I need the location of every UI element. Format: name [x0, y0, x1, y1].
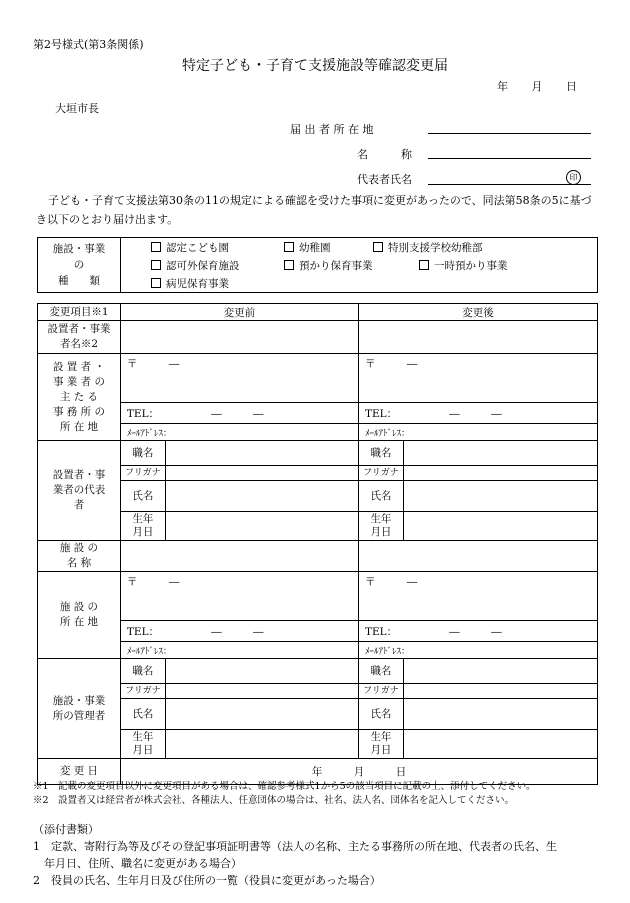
mgr-name-before[interactable] — [120, 699, 358, 730]
option-label: 幼稚園 — [299, 242, 331, 254]
checkbox-icon[interactable] — [284, 260, 294, 270]
attachments-heading: （添付書類） — [33, 823, 99, 836]
rep-name-after[interactable] — [358, 481, 597, 512]
checkbox-icon[interactable] — [284, 242, 294, 252]
applicant-address-label: 届 出 者 所 在 地 — [290, 123, 374, 136]
col-item-header: 変更項目※1 — [38, 304, 121, 321]
option-byoji[interactable] — [151, 276, 229, 291]
tel-label: TEL： — [126, 407, 160, 420]
footnotes — [33, 780, 536, 807]
name-label: 氏名 — [359, 699, 404, 729]
mgr-birth-before[interactable] — [120, 730, 358, 759]
option-label: 預かり保育事業 — [299, 260, 373, 272]
furigana-label: フリガナ — [121, 684, 166, 698]
option-ichiji[interactable] — [419, 258, 508, 273]
facility-kind-table — [37, 237, 598, 293]
tel-label: TEL： — [126, 625, 160, 638]
kind-label-line: 種 類 — [58, 275, 100, 287]
office-postal-before[interactable] — [120, 354, 358, 403]
label-line: 業者の代表 — [52, 484, 106, 496]
furigana-label: フリガナ — [359, 684, 404, 698]
mgr-birth-after[interactable] — [358, 730, 597, 759]
representative-label: 代表者氏名 — [357, 173, 412, 186]
name-label: 氏名 — [359, 481, 404, 511]
birth-line: 生年 — [132, 731, 154, 743]
birth-line: 月日 — [132, 526, 154, 538]
option-label: 一時預かり事業 — [434, 260, 508, 272]
date-month: 月 — [531, 80, 543, 93]
postal-text: 〒 ― — [364, 358, 418, 370]
date-day: 日 — [566, 80, 577, 93]
submission-date — [497, 78, 577, 94]
rep-name-before[interactable] — [120, 481, 358, 512]
rep-job-after[interactable] — [358, 441, 597, 466]
option-ninkagai[interactable] — [151, 258, 240, 273]
facility-postal-after[interactable] — [358, 572, 597, 621]
office-postal-after[interactable] — [358, 354, 597, 403]
footnote-1: ※1 記載の変更項目以外に変更項目がある場合は、確認参考様式1から5の該当項目に記載の上、添付してください。 — [33, 781, 536, 792]
option-tokubetsu[interactable] — [373, 240, 483, 255]
footnote-2: ※2 設置者又は経営者が株式会社、各種法人、任意団体の場合は、社名、法人名、団体名を記入してください。 — [33, 794, 515, 806]
facility-mail-before[interactable] — [120, 642, 358, 659]
applicant-name-label: 名 称 — [357, 148, 412, 161]
label-line: 者 — [73, 499, 85, 511]
label-line: 設 置 者 ・ — [52, 360, 105, 373]
facility-postal-before[interactable] — [120, 572, 358, 621]
setter-name-after[interactable] — [358, 321, 597, 354]
facility-name-before[interactable] — [120, 541, 358, 572]
rep-job-before[interactable] — [120, 441, 358, 466]
tel-dash: ― ― — [211, 625, 264, 638]
birth-label — [121, 512, 166, 540]
mgr-furigana-before[interactable] — [120, 684, 358, 699]
mail-label: ﾒｰﾙｱﾄﾞﾚｽ： — [126, 646, 172, 657]
attachment-item-1-cont: 年月日、住所、職名に変更がある場合） — [33, 857, 242, 870]
label-line: 事 務 所 の — [52, 405, 105, 418]
tel-label: TEL： — [364, 625, 398, 638]
mgr-furigana-after[interactable] — [358, 684, 597, 699]
checkbox-icon[interactable] — [151, 242, 161, 252]
mgr-job-after[interactable] — [358, 659, 597, 684]
label-line: 所の管理者 — [52, 709, 106, 722]
checkbox-icon[interactable] — [151, 260, 161, 270]
label-text: 設置者・事業者名※2 — [47, 323, 111, 350]
job-label: 職名 — [121, 659, 166, 683]
tel-label: TEL： — [364, 407, 398, 420]
birth-line: 月日 — [370, 526, 392, 538]
office-tel-before[interactable] — [120, 403, 358, 424]
tel-dash: ― ― — [449, 407, 502, 420]
name-label: 氏名 — [121, 699, 166, 729]
label-line: 施 設 の — [59, 601, 99, 613]
rep-birth-before[interactable] — [120, 512, 358, 541]
change-date-value[interactable]: 年 月 日 — [120, 759, 597, 785]
postal-text: 〒 ― — [126, 358, 180, 370]
change-table — [37, 303, 598, 785]
rep-birth-after[interactable] — [358, 512, 597, 541]
checkbox-icon[interactable] — [151, 278, 161, 288]
option-label: 特別支援学校幼稚部 — [388, 242, 483, 254]
row-office-label — [38, 354, 121, 441]
attachment-item-2: 2 役員の氏名、生年月日及び住所の一覧（役員に変更があった場合） — [33, 874, 381, 887]
option-yochien[interactable] — [284, 240, 331, 255]
birth-label — [121, 730, 166, 758]
date-year: 年 — [497, 80, 508, 93]
form-number: 第2号様式(第3条関係) — [33, 38, 144, 51]
tel-dash: ― ― — [211, 407, 264, 420]
option-label: 病児保育事業 — [166, 278, 229, 290]
facility-tel-before[interactable] — [120, 621, 358, 642]
seal-mark: 印 — [566, 170, 581, 185]
job-label: 職名 — [121, 441, 166, 465]
mail-label: ﾒｰﾙｱﾄﾞﾚｽ： — [364, 646, 410, 657]
facility-kind-label — [38, 238, 121, 293]
furigana-label: フリガナ — [359, 466, 404, 480]
kind-label-line: の — [73, 259, 85, 271]
office-mail-after[interactable] — [358, 424, 597, 441]
option-label: 認可外保育施設 — [166, 260, 240, 272]
checkbox-icon[interactable] — [419, 260, 429, 270]
job-label: 職名 — [359, 441, 404, 465]
kind-label-line: 施設・事業 — [52, 243, 106, 255]
option-nintei[interactable] — [151, 240, 229, 255]
birth-line: 生年 — [370, 731, 392, 743]
row-manager-label — [38, 659, 121, 759]
label-line: 主 た る — [59, 390, 99, 403]
label-line: 名 称 — [66, 557, 92, 569]
label-line: 所 在 地 — [59, 420, 99, 433]
row-facility-name-label — [38, 541, 121, 572]
mgr-job-before[interactable] — [120, 659, 358, 684]
mail-label: ﾒｰﾙｱﾄﾞﾚｽ： — [126, 428, 172, 439]
facility-tel-after[interactable] — [358, 621, 597, 642]
option-label: 認定こども園 — [166, 242, 229, 254]
rep-furigana-before[interactable] — [120, 466, 358, 481]
col-after-header: 変更後 — [358, 304, 597, 321]
office-mail-before[interactable] — [120, 424, 358, 441]
job-label: 職名 — [359, 659, 404, 683]
col-before-header: 変更前 — [120, 304, 358, 321]
row-facility-addr-label — [38, 572, 121, 659]
birth-line: 生年 — [132, 513, 154, 525]
postal-text: 〒 ― — [364, 576, 418, 588]
postal-text: 〒 ― — [126, 576, 180, 588]
option-azukari[interactable] — [284, 258, 373, 273]
applicant-address-field[interactable] — [428, 121, 591, 134]
row-change-date-label: 変 更 日 — [38, 759, 121, 785]
label-line: 設置者・事 — [52, 469, 106, 481]
facility-name-after[interactable] — [358, 541, 597, 572]
birth-line: 月日 — [370, 744, 392, 756]
declaration-text: 子ども・子育て支援法第30条の11の規定による確認を受けた事項に変更があったので、同法第58条の5に基づき以下のとおり届け出ます。 — [36, 194, 592, 226]
row-setter-name-label — [38, 321, 121, 354]
furigana-label: フリガナ — [121, 466, 166, 480]
applicant-name-field[interactable] — [428, 146, 591, 159]
checkbox-icon[interactable] — [373, 242, 383, 252]
addressee: 大垣市長 — [55, 102, 99, 115]
attachments — [33, 821, 557, 889]
birth-line: 生年 — [370, 513, 392, 525]
label-line: 所 在 地 — [59, 616, 99, 628]
setter-name-before[interactable] — [120, 321, 358, 354]
row-rep-label — [38, 441, 121, 541]
office-tel-after[interactable] — [358, 403, 597, 424]
rep-furigana-after[interactable] — [358, 466, 597, 481]
birth-label — [359, 512, 404, 540]
name-label: 氏名 — [121, 481, 166, 511]
attachment-item-1: 1 定款、寄附行為等及びその登記事項証明書等（法人の名称、主たる事務所の所在地、代表者の氏名、生 — [33, 840, 557, 853]
facility-mail-after[interactable] — [358, 642, 597, 659]
mail-label: ﾒｰﾙｱﾄﾞﾚｽ： — [364, 428, 410, 439]
page-title: 特定子ども・子育て支援施設等確認変更届 — [182, 58, 448, 74]
mgr-name-after[interactable] — [358, 699, 597, 730]
birth-line: 月日 — [132, 744, 154, 756]
label-line: 施 設 の — [59, 542, 99, 554]
facility-kind-options — [121, 238, 598, 293]
tel-dash: ― ― — [449, 625, 502, 638]
birth-label — [359, 730, 404, 758]
label-line: 事 業 者 の — [52, 375, 105, 388]
label-line: 施設・事業 — [52, 694, 106, 707]
